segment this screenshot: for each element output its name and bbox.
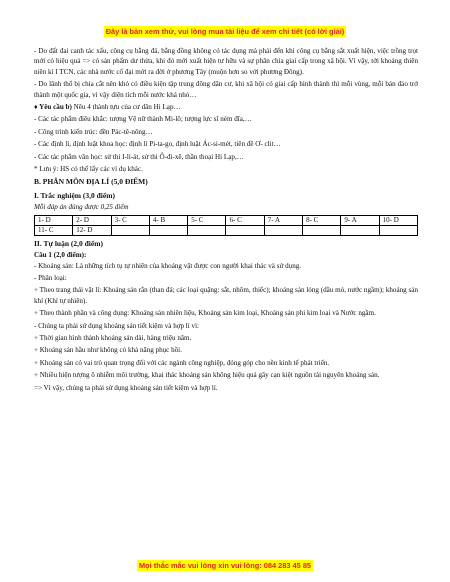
answer-table (34, 215, 418, 236)
answer-line: - Khoáng sản: Là những tích tụ tự nhiên của khoáng vật được con người khai thác và sử dụng. (34, 261, 302, 270)
empty-cell (226, 225, 264, 235)
question-1-title: Câu 1 (2,0 điểm): (34, 251, 87, 260)
answer-cell: 6- C (226, 215, 264, 225)
answer-cell: 9- A (341, 215, 379, 225)
empty-cell (264, 225, 302, 235)
answer-line: => Vì vậy, chúng ta phải sử dụng khoáng sản tiết kiệm và hợp lí. (34, 383, 218, 392)
part2-title: II. Tự luận (2,0 điểm) (34, 238, 103, 248)
answer-cell: 10- D (379, 215, 417, 225)
preview-banner (0, 27, 450, 36)
section-b-title: B. PHÂN MÔN ĐỊA LÍ (5,0 ĐIỂM) (34, 177, 148, 187)
answer-cell: 1- D (35, 215, 73, 225)
achievement-item: - Các tác phẩm văn học: sử thi I-li-át, sử thi Ô-đi-xê, thần thoại Hi Lạp,… (34, 152, 244, 161)
table-row (35, 225, 418, 235)
contact-banner-text: Mọi thắc mắc vui lòng xin vui lòng: 084 283 45 85 (138, 561, 312, 570)
table-row (35, 215, 418, 225)
answer-cell: 5- C (188, 215, 226, 225)
answer-cell: 7- A (264, 215, 302, 225)
answer-line: + Nhiều hiện tượng ô nhiễm môi trường, khai thác khoáng sản không hiệu quả gây cạn kiệt nguồn tài nguyên khoáng sản. (34, 371, 380, 380)
empty-cell (188, 225, 226, 235)
answer-cell: 12- D (73, 225, 111, 235)
contact-banner (0, 561, 450, 570)
empty-cell (111, 225, 149, 235)
achievement-item: - Các định lí, định luật khoa học: định lí Pi-ta-go, định luật Ác-si-mét, tiên đề Ơ- clit… (34, 140, 281, 149)
answer-cell: 8- C (303, 215, 341, 225)
answer-line: - Phân loại: (34, 273, 67, 282)
empty-cell (303, 225, 341, 235)
requirement-b-label: ♦ Yêu cầu b) (34, 103, 72, 112)
answer-cell: 3- C (111, 215, 149, 225)
preview-banner-text: Đây là bản xem thử, vui lòng mua tài liệu để xem chi tiết (có lời giải) (105, 27, 345, 36)
answer-line: + Theo trang thái vật lí: Khoáng sản rắn (than đá; các loại quặng: sắt, nhôm, thiếc); khoáng sản lỏng (dầu mỏ, nước ngầm); khoáng sản khí (Khí tự nhiên). (34, 286, 418, 305)
empty-cell (379, 225, 417, 235)
achievement-item: - Công trình kiến trúc: đền Pác-tê-nông… (34, 127, 153, 136)
part1-note: Mỗi đáp án đúng được 0,25 điểm (34, 203, 129, 212)
achievement-item: - Các tác phẩm điêu khắc: tượng Vệ nữ thành Mi-lô; tượng lực sĩ ném đĩa,… (34, 115, 252, 124)
paragraph: - Do đất đai canh tác xấu, công cụ bằng đá, bằng đồng không có tác dụng mà phải đến khi công cụ bằng sắt xuất hiện, việc trồng trọt mới có hiệu quả => có sản phẩm dư thừa, khi đó mới xuất hiện tư hữu và sự phân chia giai cấp trong xã hội. Vì vậy, tới khoảng thiên niên kỉ I TCN, các nhà nước cổ đại mới ra đời ở phương Tây (muộn hơn so với phương Đông). (34, 47, 418, 76)
requirement-b (34, 102, 418, 112)
answer-cell: 11- C (35, 225, 73, 235)
answer-cell: 4- B (149, 215, 187, 225)
document-body (34, 46, 418, 395)
answer-line: + Theo thành phần và công dụng: Khoáng sản nhiên liệu, Khoáng sản kim loại, Khoáng sản phi kim loại và Nước ngầm. (34, 309, 376, 318)
paragraph: - Do lãnh thổ bị chia cắt nên khó có điều kiện tập trung đông dân cư, khi xã hội có giai cấp hình thành thì mỗi vùng, mỗi bán đảo trở thành một quốc gia, vì vậy diện tích mỗi nước khá nhỏ… (34, 80, 418, 99)
part1-title: I. Trắc nghiệm (3,0 điểm) (34, 190, 115, 200)
answer-line: + Khoáng sản có vai trò quan trọng đối với các ngành công nghiệp, đóng góp cho nền kinh tế phát triển. (34, 358, 330, 367)
requirement-b-text: Nêu 4 thành tựu của cư dân Hi Lạp… (71, 103, 181, 112)
answer-line: - Chúng ta phải sử dụng khoáng sản tiết kiệm và hợp lí vì: (34, 321, 200, 330)
answer-line: + Thời gian hình thành khoáng sản dài, hàng triệu năm. (34, 333, 192, 342)
empty-cell (341, 225, 379, 235)
answer-line: + Khoáng sản hầu như không có khả năng phục hồi. (34, 346, 182, 355)
empty-cell (149, 225, 187, 235)
note: * Lưu ý: HS có thể lấy các ví dụ khác. (34, 165, 143, 174)
answer-cell: 2- D (73, 215, 111, 225)
